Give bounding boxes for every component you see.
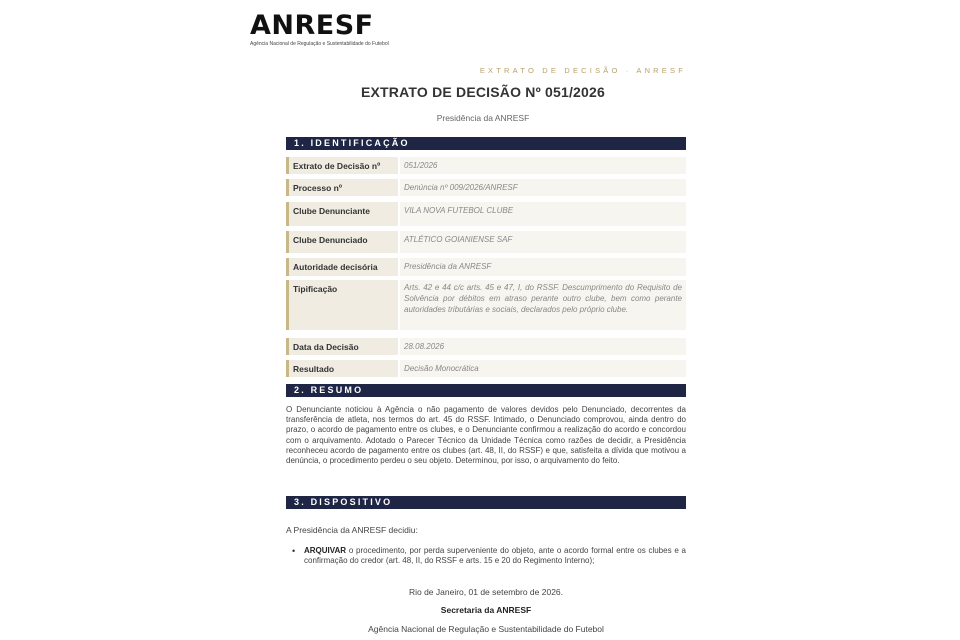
section-heading-dispositivo: 3. DISPOSITIVO — [286, 496, 686, 509]
field-row-tipificacao — [286, 280, 686, 330]
signatory-agency: Agência Nacional de Regulação e Sustentabilidade do Futebol — [368, 624, 604, 634]
field-label: Clube Denunciante — [286, 202, 398, 226]
field-row-extrato — [286, 157, 686, 174]
field-value: ATLÉTICO GOIANIENSE SAF — [400, 231, 686, 253]
field-value: Presidência da ANRESF — [400, 258, 686, 276]
field-row-denunciado — [286, 231, 686, 253]
signatory-name: Secretaria da ANRESF — [440, 605, 532, 615]
field-label: Data da Decisão — [286, 338, 398, 355]
field-row-processo — [286, 179, 686, 196]
field-label: Resultado — [286, 360, 398, 377]
field-value: VILA NOVA FUTEBOL CLUBE — [400, 202, 686, 226]
anresf-logo — [250, 12, 389, 47]
field-label: Clube Denunciado — [286, 231, 398, 253]
field-row-data — [286, 338, 686, 355]
bullet-keyword: ARQUIVAR — [304, 546, 347, 555]
logo-subtitle: Agência Nacional de Regulação e Sustentabilidade do Futebol — [250, 41, 389, 47]
field-label: Autoridade decisória — [286, 258, 398, 276]
bullet-icon: • — [292, 546, 296, 556]
dispositivo-bullet — [292, 546, 686, 566]
field-value: Decisão Monocrática — [400, 360, 686, 377]
field-row-autoridade — [286, 258, 686, 276]
section-heading-resumo: 2. RESUMO — [286, 384, 686, 397]
document-title: EXTRATO DE DECISÃO Nº 051/2026 — [360, 84, 605, 100]
document-subtitle: Presidência da ANRESF — [436, 113, 530, 123]
field-row-resultado — [286, 360, 686, 377]
place-date: Rio de Janeiro, 01 de setembro de 2026. — [408, 587, 564, 597]
field-label: Tipificação — [286, 280, 398, 330]
document-kicker: EXTRATO DE DECISÃO · ANRESF — [479, 66, 686, 75]
logo-wordmark: ANRESF — [250, 10, 374, 41]
field-label: Processo nº — [286, 179, 398, 196]
field-value: 28.08.2026 — [400, 338, 686, 355]
field-label: Extrato de Decisão nº — [286, 157, 398, 174]
field-value: Denúncia nº 009/2026/ANRESF — [400, 179, 686, 196]
field-row-denunciante — [286, 202, 686, 226]
field-value: 051/2026 — [400, 157, 686, 174]
section-heading-identificacao: 1. IDENTIFICAÇÃO — [286, 137, 686, 150]
field-value: Arts. 42 e 44 c/c arts. 45 e 47, I, do RSSF. Descumprimento do Requisito de Solvência por débitos em atraso perante outro clube, bem como perante autoridades tributárias e sociais, declarados pelo próprio clube. — [400, 280, 686, 330]
bullet-text: o procedimento, por perda superveniente do objeto, ante o acordo formal entre os clubes e a confirmação do credor (art. 48, II, do RSSF e arts. 15 e 20 do Regimento Interno); — [304, 546, 686, 565]
dispositivo-intro: A Presidência da ANRESF decidiu: — [286, 525, 418, 535]
resumo-paragraph: O Denunciante noticiou à Agência o não pagamento de valores devidos pelo Denunciado, decorrentes da transferência de atleta, nos termos do art. 45 do RSSF. Intimado, o Denunciado comprovou, ainda dentro do prazo, o acordo de pagamento entre os clubes, e o Denunciante confirmou a realização do acordo e concordou com o arquivamento. Adotado o Parecer Técnico da Unidade Técnica como razões de decidir, a Presidência reconheceu acordo de pagamento entre os clubes (art. 48, II, do RSSF) e que, satisfeita a dívida que motivou a denúncia, o procedimento perdeu o seu objeto. Determinou, por isso, o arquivamento do feito. — [286, 405, 686, 466]
